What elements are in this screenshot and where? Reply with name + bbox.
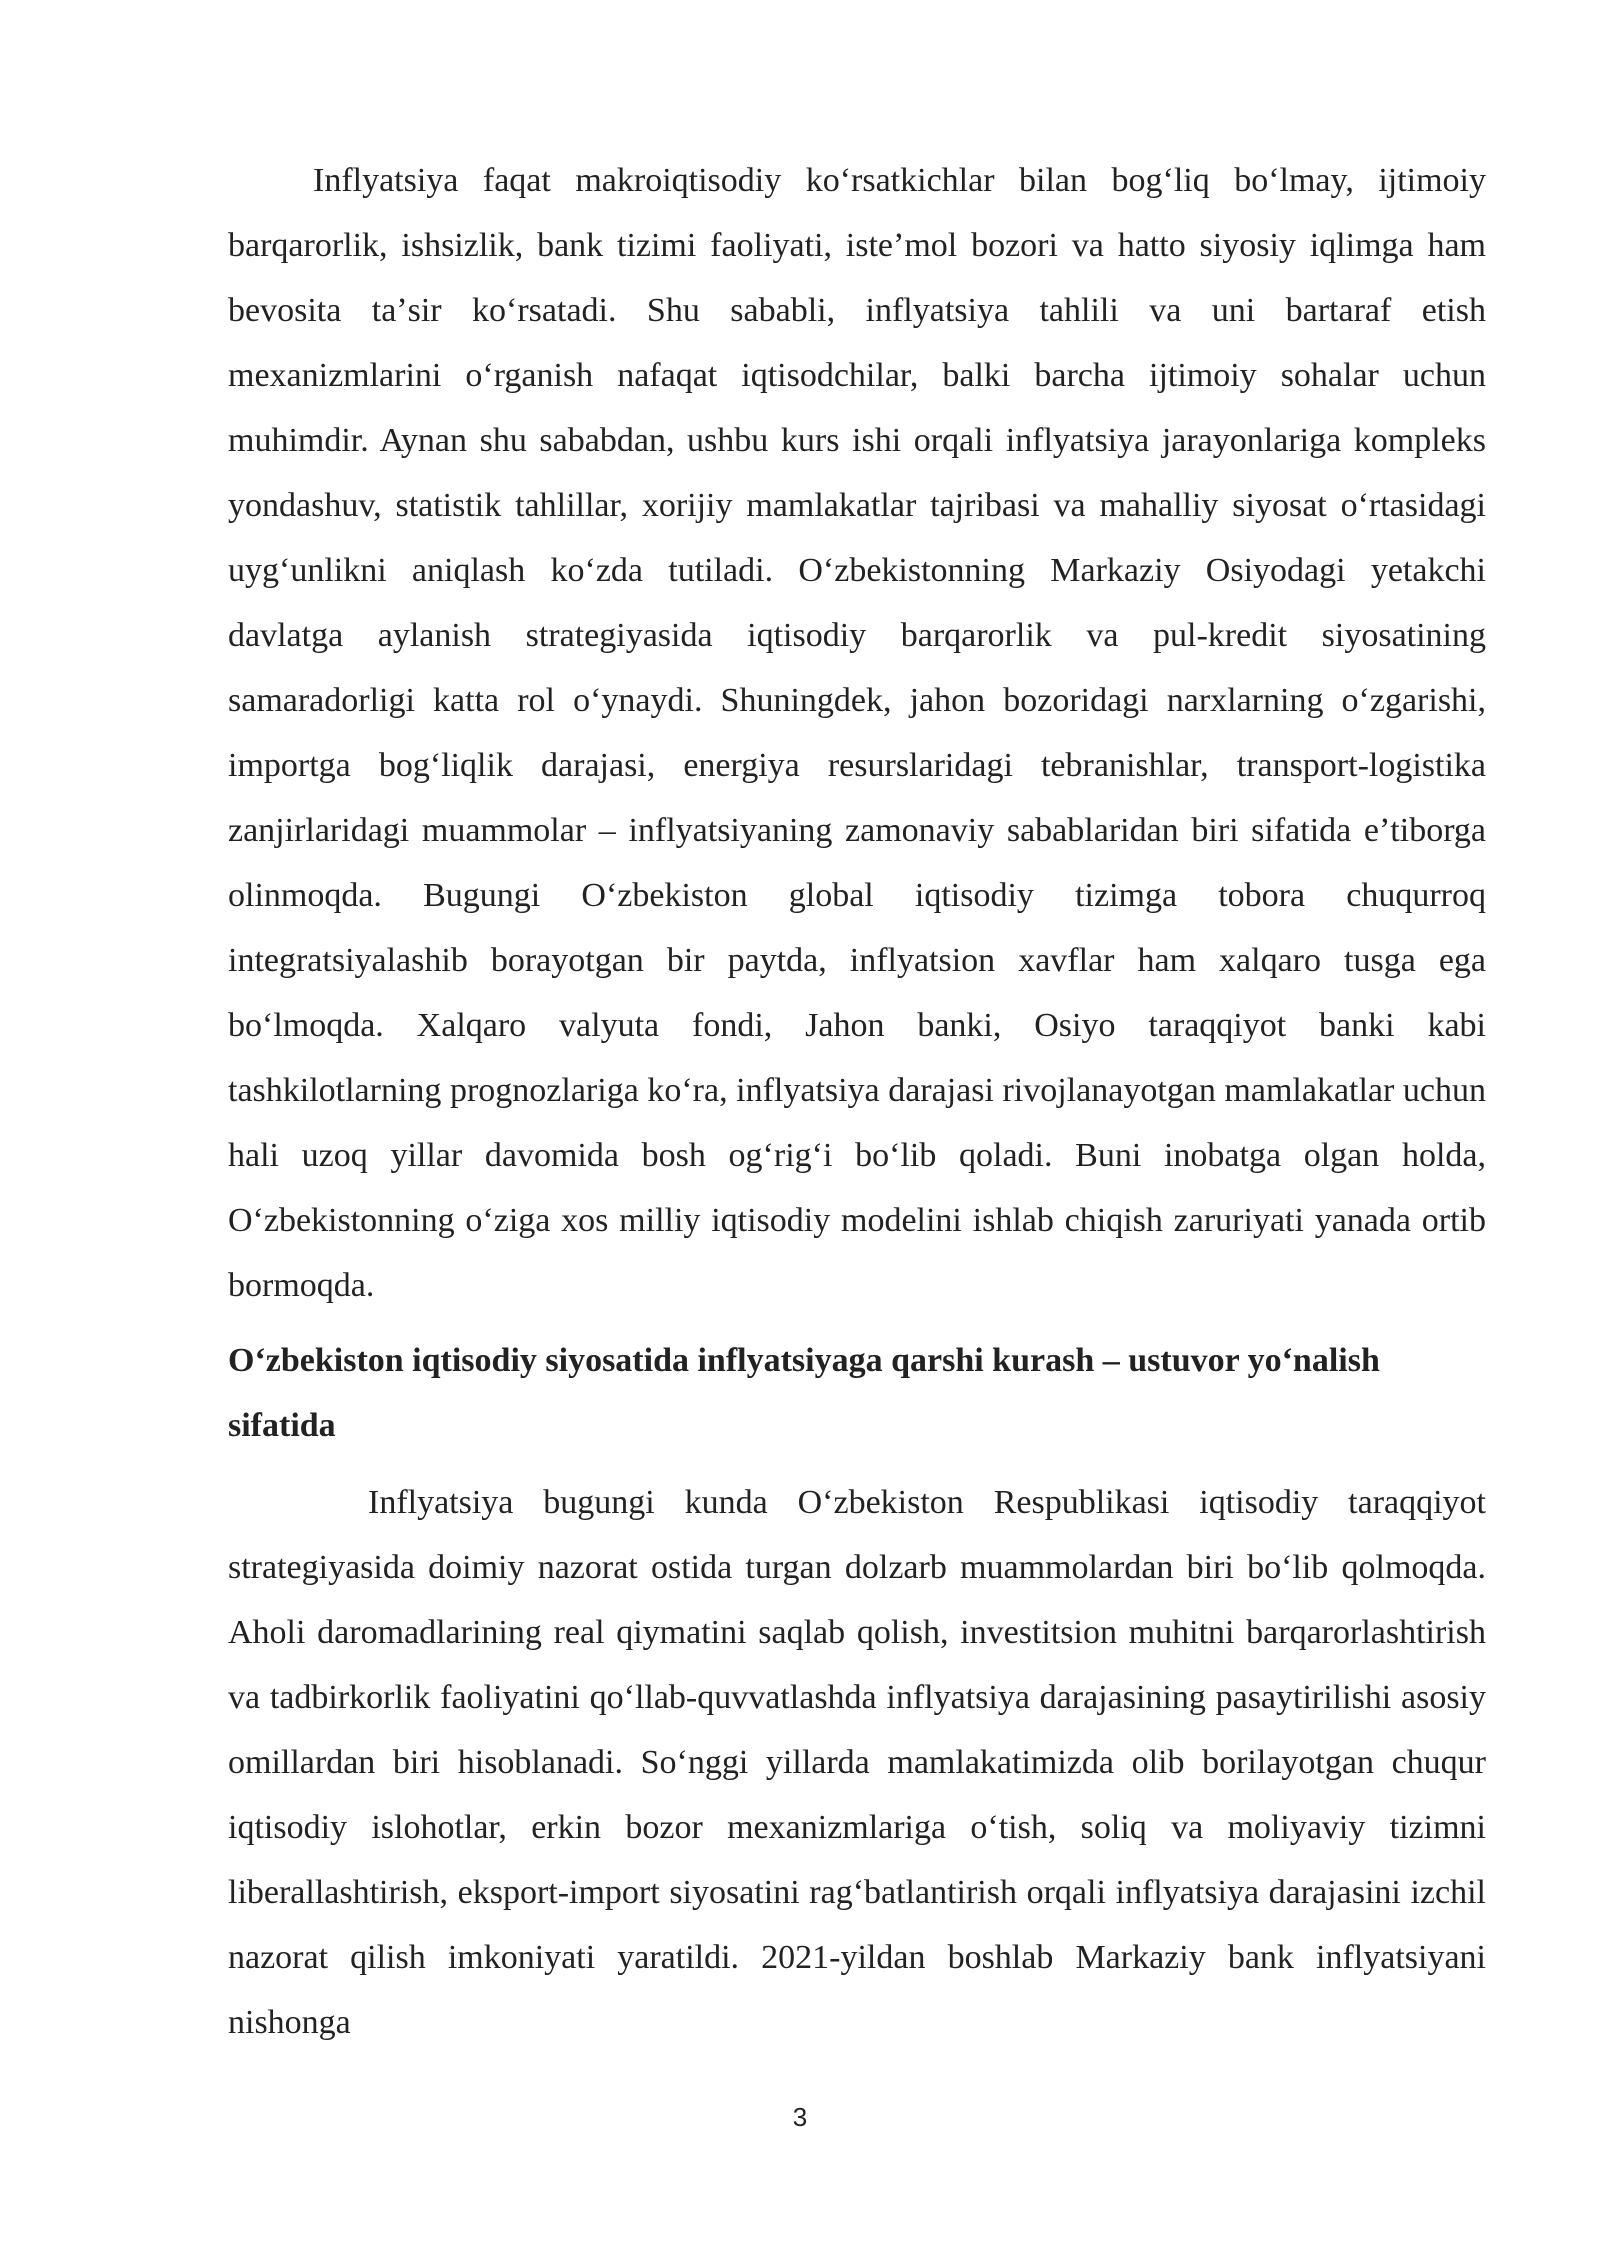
- body-paragraph-1: Inflyatsiya faqat makroiqtisodiy koʻrsatkichlar bilan bogʻliq boʻlmay, ijtimoiy barqarorlik, ishsizlik, bank tizimi faoliyati, isteʼmol bozori va hatto siyosiy iqlimga ham bevosita taʼsir koʻrsatadi. Shu sababli, inflyatsiya tahlili va uni bartaraf etish mexanizmlarini oʻrganish nafaqat iqtisodchilar, balki barcha ijtimoiy sohalar uchun muhimdir. Aynan shu sababdan, ushbu kurs ishi orqali inflyatsiya jarayonlariga kompleks yondashuv, statistik tahlillar, xorijiy mamlakatlar tajribasi va mahalliy siyosat oʻrtasidagi uygʻunlikni aniqlash koʻzda tutiladi. Oʻzbekistonning Markaziy Osiyodagi yetakchi davlatga aylanish strategiyasida iqtisodiy barqarorlik va pul-kredit siyosatining samaradorligi katta rol oʻynaydi. Shuningdek, jahon bozoridagi narxlarning oʻzgarishi, importga bogʻliqlik darajasi, energiya resurslaridagi tebranishlar, transport-logistika zanjirlaridagi muammolar – inflyatsiyaning zamonaviy sabablaridan biri sifatida eʼtiborga olinmoqda. Bugungi Oʻzbekiston global iqtisodiy tizimga tobora chuqurroq integratsiyalashib borayotgan bir paytda, inflyatsion xavflar ham xalqaro tusga ega boʻlmoqda. Xalqaro valyuta fondi, Jahon banki, Osiyo taraqqiyot banki kabi tashkilotlarning prognozlariga koʻra, inflyatsiya darajasi rivojlanayotgan mamlakatlar uchun hali uzoq yillar davomida bosh ogʻrigʻi boʻlib qoladi. Buni inobatga olgan holda, Oʻzbekistonning oʻziga xos milliy iqtisodiy modelini ishlab chiqish zaruriyati yanada ortib bormoqda.: [228, 162, 1486, 1304]
- page-content: [228, 148, 1486, 2055]
- page-number: 3: [792, 2102, 808, 2132]
- section-heading: Oʻzbekiston iqtisodiy siyosatida inflyatsiyaga qarshi kurash – ustuvor yoʻnalish sifatida: [228, 1342, 1380, 1444]
- body-paragraph-2: Inflyatsiya bugungi kunda Oʻzbekiston Respublikasi iqtisodiy taraqqiyot strategiyasida doimiy nazorat ostida turgan dolzarb muammolardan biri boʻlib qolmoqda. Aholi daromadlarining real qiymatini saqlab qolish, investitsion muhitni barqarorlashtirish va tadbirkorlik faoliyatini qoʻllab-quvvatlashda inflyatsiya darajasining pasaytirilishi asosiy omillardan biri hisoblanadi. Soʻnggi yillarda mamlakatimizda olib borilayotgan chuqur iqtisodiy islohotlar, erkin bozor mexanizmlariga oʻtish, soliq va moliyaviy tizimni liberallashtirish, eksport-import siyosatini ragʻbatlantirish orqali inflyatsiya darajasini izchil nazorat qilish imkoniyati yaratildi. 2021-yildan boshlab Markaziy bank inflyatsiyani nishonga: [228, 1484, 1486, 2041]
